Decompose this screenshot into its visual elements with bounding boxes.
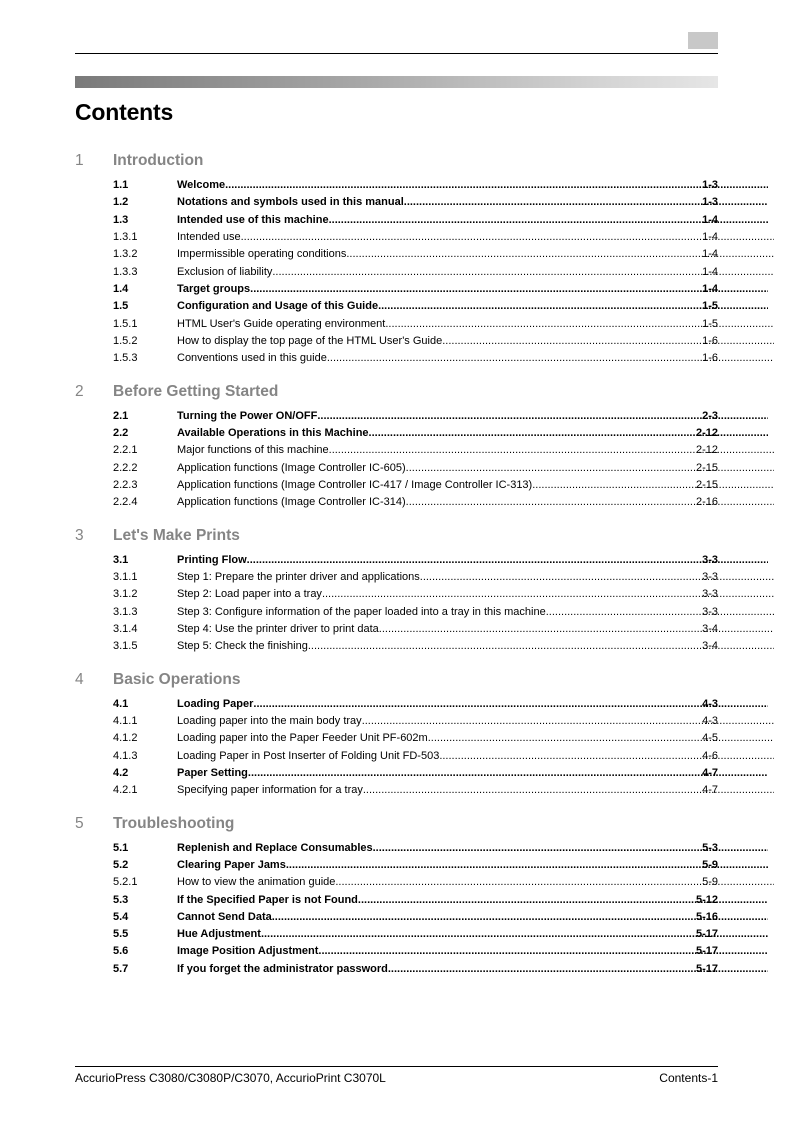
toc-entry-number: 5.2.1 xyxy=(113,876,138,889)
toc-entry-title: Application functions (Image Controller IC-417 / Image Controller IC-313) xyxy=(177,478,533,491)
toc-entry[interactable] xyxy=(0,425,793,442)
toc-entry-page: 2-16 xyxy=(695,496,718,509)
toc-entry[interactable] xyxy=(0,621,793,638)
toc-entry-page: 5-12 xyxy=(695,893,718,906)
toc-entry-title: Target groups xyxy=(177,282,251,295)
toc-entry-page: 5-17 xyxy=(695,928,718,941)
toc-entry-title: Intended use xyxy=(177,230,241,243)
toc-entry-title: Loading Paper xyxy=(177,697,254,710)
toc-entry[interactable] xyxy=(0,857,793,874)
chapter-title: Basic Operations xyxy=(113,670,241,688)
toc-entry-title: Turning the Power ON/OFF xyxy=(177,409,318,422)
toc-entry-page: 4-7 xyxy=(702,766,718,779)
toc-entry-page: 4-3 xyxy=(702,714,718,727)
toc-entry-page: 1-4 xyxy=(702,213,718,226)
toc-entry[interactable] xyxy=(0,892,793,909)
toc-entry-number: 2.2.3 xyxy=(113,478,138,491)
toc-entry-number: 1.4 xyxy=(113,282,129,295)
toc-entry-title: Configuration and Usage of this Guide xyxy=(177,300,379,313)
toc-entry-number: 2.2.1 xyxy=(113,444,138,457)
chapter-section xyxy=(0,815,793,979)
toc-entry[interactable] xyxy=(0,961,793,978)
toc-entry-title: Major functions of this machine xyxy=(177,444,329,457)
title-gradient-bar xyxy=(75,76,718,88)
toc-entry-title: Exclusion of liability xyxy=(177,265,273,278)
toc-entry-page: 1-4 xyxy=(702,282,718,295)
toc-entry-title: Hue Adjustment xyxy=(177,928,261,941)
toc-entry[interactable] xyxy=(0,177,793,194)
toc-entry[interactable] xyxy=(0,281,793,298)
toc-entry[interactable] xyxy=(0,552,793,569)
toc-entry-number: 1.1 xyxy=(113,179,129,191)
toc-entry-page: 1-5 xyxy=(702,317,718,330)
toc-entry-number: 2.2.2 xyxy=(113,461,138,474)
toc-entry-title: Loading Paper in Post Inserter of Folding Unit FD-503 xyxy=(177,749,440,762)
toc-entry-page: 4-7 xyxy=(702,784,718,797)
toc-entry-number: 1.3.3 xyxy=(113,265,138,278)
toc-entry-number: 1.3.1 xyxy=(113,230,138,243)
chapter-number: 3 xyxy=(75,526,84,544)
toc-entry-title: Clearing Paper Jams xyxy=(177,858,286,871)
toc-entry[interactable] xyxy=(0,408,793,425)
toc-entry-number: 3.1.1 xyxy=(113,570,138,583)
toc-entry[interactable] xyxy=(0,696,793,713)
toc-dot-leader xyxy=(442,335,774,347)
chapter-heading xyxy=(0,815,793,837)
toc-entry-number: 1.3.2 xyxy=(113,248,138,261)
toc-dot-leader xyxy=(420,571,774,583)
toc-entry-title: If you forget the administrator password xyxy=(177,962,388,975)
toc-entry-title: Available Operations in this Machine xyxy=(177,426,369,439)
toc-entry-number: 3.1.5 xyxy=(113,640,138,653)
chapter-title: Before Getting Started xyxy=(113,382,279,400)
toc-entry-title: Specifying paper information for a tray xyxy=(177,784,363,797)
toc-entry[interactable] xyxy=(0,350,793,367)
toc-entry[interactable] xyxy=(0,212,793,229)
chapter-section xyxy=(0,527,793,656)
toc-entry-page: 2-3 xyxy=(702,409,718,422)
toc-entry-number: 4.1.2 xyxy=(113,732,138,745)
chapter-heading xyxy=(0,527,793,549)
chapter-number: 5 xyxy=(75,814,84,832)
toc-entry-number: 5.4 xyxy=(113,910,129,923)
toc-entry-number: 3.1.3 xyxy=(113,605,138,618)
toc-entry-page: 1-4 xyxy=(702,230,718,243)
toc-entry[interactable] xyxy=(0,316,793,333)
toc-entry-title: Conventions used in this guide xyxy=(177,352,327,365)
toc-entry[interactable] xyxy=(0,604,793,621)
toc-entry[interactable] xyxy=(0,333,793,350)
toc-entry-page: 1-5 xyxy=(702,300,718,313)
chapter-section xyxy=(0,383,793,512)
toc-entry-page: 3-3 xyxy=(702,570,718,583)
toc-entry-page: 3-4 xyxy=(702,622,718,635)
toc-dot-leader xyxy=(406,496,774,508)
toc-entry-number: 4.1 xyxy=(113,697,129,710)
toc-dot-leader xyxy=(546,606,774,618)
toc-entry-number: 2.2.4 xyxy=(113,496,138,509)
toc-entry[interactable] xyxy=(0,494,793,511)
toc-entry-title: Intended use of this machine xyxy=(177,213,329,226)
toc-dot-leader xyxy=(406,462,774,474)
toc-entry-page: 5-9 xyxy=(702,858,718,871)
toc-entry-page: 5-9 xyxy=(702,876,718,889)
toc-entry-number: 5.7 xyxy=(113,962,129,975)
toc-entry[interactable] xyxy=(0,748,793,765)
footer-rule xyxy=(75,1066,718,1067)
toc-entry-page: 3-3 xyxy=(702,553,718,566)
toc-entry-number: 4.2.1 xyxy=(113,784,138,797)
toc-entry-page: 5-17 xyxy=(695,962,718,975)
header-rule xyxy=(75,53,718,54)
toc-entry-number: 5.3 xyxy=(113,893,129,906)
toc-entry-page: 2-12 xyxy=(695,426,718,439)
toc-entry[interactable] xyxy=(0,840,793,857)
toc-entry[interactable] xyxy=(0,569,793,586)
toc-entry-title: Welcome xyxy=(177,179,226,191)
toc-entry-title: Image Position Adjustment xyxy=(177,945,319,958)
toc-entry-title: Cannot Send Data xyxy=(177,910,272,923)
toc-entry[interactable] xyxy=(0,298,793,315)
toc-entry-page: 1-4 xyxy=(702,265,718,278)
toc-entry-title: Impermissible operating conditions xyxy=(177,248,347,261)
table-of-contents xyxy=(0,152,793,993)
toc-entry-title: Printing Flow xyxy=(177,553,247,566)
toc-entry-number: 5.5 xyxy=(113,928,129,941)
toc-entry[interactable] xyxy=(0,874,793,891)
chapter-title: Troubleshooting xyxy=(113,814,235,832)
toc-entry[interactable] xyxy=(0,638,793,655)
toc-entry-page: 1-3 xyxy=(702,196,718,209)
toc-entry-title: Application functions (Image Controller IC-314) xyxy=(177,496,406,509)
toc-entry-number: 4.2 xyxy=(113,766,129,779)
toc-entry-title: Replenish and Replace Consumables xyxy=(177,841,373,854)
toc-dot-leader xyxy=(428,732,774,744)
footer-page-number: Contents-1 xyxy=(659,1071,718,1085)
toc-entry-title: Step 3: Configure information of the paper loaded into a tray in this machine xyxy=(177,605,546,618)
toc-entry-title: Application functions (Image Controller IC-605) xyxy=(177,461,406,474)
toc-entry-page: 3-3 xyxy=(702,588,718,601)
toc-entry[interactable] xyxy=(0,460,793,477)
toc-dot-leader xyxy=(532,479,774,491)
toc-entry-page: 1-6 xyxy=(702,334,718,347)
toc-entry-number: 2.2 xyxy=(113,426,129,439)
toc-entry-number: 3.1 xyxy=(113,553,129,566)
toc-entry-title: Paper Setting xyxy=(177,766,248,779)
toc-entry-title: Notations and symbols used in this manual xyxy=(177,196,404,209)
toc-entry-number: 1.2 xyxy=(113,196,129,209)
toc-entry-number: 3.1.2 xyxy=(113,588,138,601)
footer-product-name: AccurioPress C3080/C3080P/C3070, AccurioPrint C3070L xyxy=(75,1071,386,1085)
toc-entry-title: If the Specified Paper is not Found xyxy=(177,893,358,906)
toc-entry-page: 5-16 xyxy=(695,910,718,923)
toc-entry[interactable] xyxy=(0,477,793,494)
chapter-section xyxy=(0,671,793,800)
toc-entry-number: 4.1.1 xyxy=(113,714,138,727)
toc-entry-page: 2-12 xyxy=(695,444,718,457)
chapter-number: 1 xyxy=(75,152,84,169)
chapter-title: Let's Make Prints xyxy=(113,526,240,544)
toc-entry-number: 5.6 xyxy=(113,945,129,958)
toc-entry-title: How to display the top page of the HTML User's Guide xyxy=(177,334,443,347)
toc-entry-title: How to view the animation guide xyxy=(177,876,336,889)
toc-entry[interactable] xyxy=(0,765,793,782)
toc-dot-leader xyxy=(439,750,774,762)
toc-entry[interactable] xyxy=(0,229,793,246)
toc-entry-title: Step 2: Load paper into a tray xyxy=(177,588,322,601)
toc-entry[interactable] xyxy=(0,926,793,943)
toc-entry[interactable] xyxy=(0,713,793,730)
toc-entry-title: Loading paper into the Paper Feeder Unit PF-602m xyxy=(177,732,428,745)
toc-entry-title: Step 5: Check the finishing xyxy=(177,640,308,653)
chapter-heading xyxy=(0,671,793,693)
toc-entry-number: 5.2 xyxy=(113,858,129,871)
toc-entry-page: 4-3 xyxy=(702,697,718,710)
page-title: Contents xyxy=(75,99,174,125)
toc-entry-page: 1-6 xyxy=(702,352,718,365)
chapter-number: 4 xyxy=(75,670,84,688)
toc-entry-page: 1-4 xyxy=(702,248,718,261)
toc-entry-number: 1.5.1 xyxy=(113,317,138,330)
toc-entry[interactable] xyxy=(0,909,793,926)
chapter-number: 2 xyxy=(75,382,84,400)
toc-entry-page: 5-17 xyxy=(695,945,718,958)
toc-entry-number: 1.3 xyxy=(113,213,129,226)
toc-entry[interactable] xyxy=(0,782,793,799)
toc-entry-page: 3-4 xyxy=(702,640,718,653)
toc-entry[interactable] xyxy=(0,730,793,747)
toc-entry-number: 1.5.2 xyxy=(113,334,138,347)
toc-entry-page: 4-5 xyxy=(702,732,718,745)
chapter-section xyxy=(0,152,793,368)
toc-entry-title: HTML User's Guide operating environment xyxy=(177,317,386,330)
toc-entry[interactable] xyxy=(0,194,793,211)
toc-entry-page: 3-3 xyxy=(702,605,718,618)
toc-entry-title: Step 1: Prepare the printer driver and applications xyxy=(177,570,420,583)
toc-entry-page: 2-15 xyxy=(695,461,718,474)
toc-entry[interactable] xyxy=(0,943,793,960)
toc-entry[interactable] xyxy=(0,442,793,459)
toc-entry[interactable] xyxy=(0,264,793,281)
toc-entry-title: Step 4: Use the printer driver to print data xyxy=(177,622,379,635)
toc-entry-title: Loading paper into the main body tray xyxy=(177,714,362,727)
toc-entry-number: 3.1.4 xyxy=(113,622,138,635)
chapter-heading xyxy=(0,152,793,174)
toc-entry-page: 1-3 xyxy=(702,179,718,191)
toc-entry-page: 4-6 xyxy=(702,749,718,762)
toc-entry[interactable] xyxy=(0,246,793,263)
chapter-heading xyxy=(0,383,793,405)
page-tab-marker xyxy=(688,32,718,49)
toc-entry-page: 5-3 xyxy=(702,841,718,854)
toc-entry-number: 5.1 xyxy=(113,841,129,854)
toc-entry-number: 1.5 xyxy=(113,300,129,313)
chapter-title: Introduction xyxy=(113,152,204,169)
toc-entry-number: 1.5.3 xyxy=(113,352,138,365)
toc-entry-number: 2.1 xyxy=(113,409,129,422)
toc-entry-page: 2-15 xyxy=(695,478,718,491)
toc-entry-number: 4.1.3 xyxy=(113,749,138,762)
toc-entry[interactable] xyxy=(0,586,793,603)
